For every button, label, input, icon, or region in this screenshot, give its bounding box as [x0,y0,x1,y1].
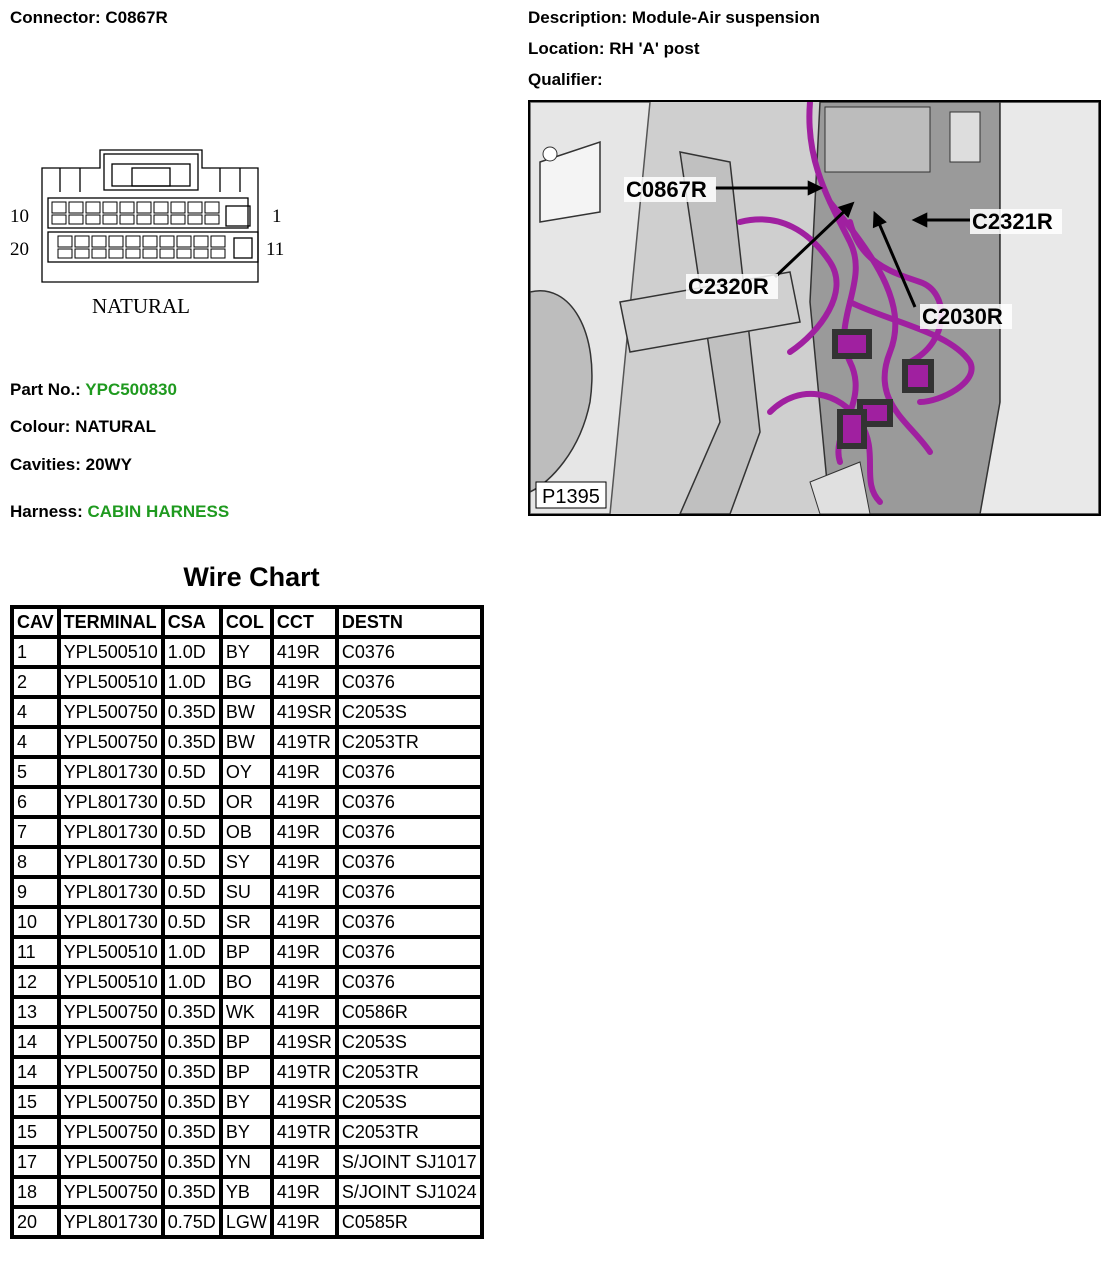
cell-terminal: YPL500750 [59,1087,163,1117]
cell-cct: 419R [272,817,337,847]
connector-pin-icon [194,236,208,247]
connector-pin-icon [103,215,117,224]
cell-csa: 1.0D [163,967,221,997]
connector-pin-icon [154,215,168,224]
description-value: Module-Air suspension [631,8,820,27]
cell-destn: C0376 [337,967,482,997]
table-row [12,997,482,1027]
cell-destn: C0586R [337,997,482,1027]
connector-outline-icon [0,140,300,290]
cell-cct: 419SR [272,1087,337,1117]
cell-csa: 1.0D [163,667,221,697]
cell-cct: 419R [272,1177,337,1207]
cell-cav: 5 [12,757,59,787]
connector-pin-icon [137,202,151,213]
connector-pin-icon [58,236,72,247]
cell-cav: 4 [12,727,59,757]
cell-col: SY [221,847,272,877]
cell-cct: 419SR [272,1027,337,1057]
cavities-label: Cavities: [10,455,81,474]
connector-pin-icon [194,249,208,258]
cell-destn: C2053TR [337,1117,482,1147]
col-header-col: COL [221,607,272,637]
cell-col: SU [221,877,272,907]
connector-pin-icon [143,236,157,247]
cell-cav: 6 [12,787,59,817]
connector-face-drawing [0,140,300,330]
table-row [12,637,482,667]
connector-pin-icon [86,202,100,213]
pin-label-1: 1 [272,206,282,227]
colour-value: NATURAL [75,417,157,436]
cell-destn: C0376 [337,847,482,877]
part-number-link[interactable]: YPC500830 [85,380,177,399]
connector-colour-caption: NATURAL [92,294,190,318]
description-line [528,8,820,28]
cell-cct: 419TR [272,1117,337,1147]
connector-pin-icon [177,249,191,258]
cell-terminal: YPL801730 [59,907,163,937]
cell-destn: C0376 [337,817,482,847]
cell-col: LGW [221,1207,272,1237]
cell-cav: 20 [12,1207,59,1237]
table-row [12,787,482,817]
cell-cct: 419R [272,937,337,967]
callout-label-c2321r: C2321R [972,209,1053,234]
harness-label: Harness: [10,502,83,521]
cell-destn: S/JOINT SJ1024 [337,1177,482,1207]
cell-destn: C0585R [337,1207,482,1237]
connector-label: Connector: [10,8,101,27]
connector-pin-icon [69,215,83,224]
col-header-terminal: TERMINAL [59,607,163,637]
cell-cct: 419R [272,757,337,787]
cell-csa: 0.35D [163,1087,221,1117]
table-row [12,877,482,907]
description-label: Description: [528,8,628,27]
harness-link[interactable]: CABIN HARNESS [87,502,230,521]
location-label: Location: [528,39,605,58]
col-header-cav: CAV [12,607,59,637]
wire-chart-header-row [12,607,482,637]
pin-label-11: 11 [266,239,285,260]
cell-terminal: YPL500750 [59,1147,163,1177]
cell-col: YN [221,1147,272,1177]
cell-cav: 9 [12,877,59,907]
cell-col: BY [221,1087,272,1117]
cell-col: BW [221,697,272,727]
cell-col: BY [221,1117,272,1147]
cell-destn: C0376 [337,877,482,907]
connector-pin-icon [120,202,134,213]
table-row [12,1087,482,1117]
cell-terminal: YPL801730 [59,817,163,847]
cell-csa: 0.35D [163,697,221,727]
connector-pin-icon [120,215,134,224]
cell-csa: 0.35D [163,1177,221,1207]
cell-cct: 419R [272,877,337,907]
cavities-line [10,455,132,475]
cell-col: BG [221,667,272,697]
cell-col: WK [221,997,272,1027]
qualifier-label: Qualifier: [528,70,603,89]
cell-cct: 419R [272,667,337,697]
cell-csa: 0.35D [163,997,221,1027]
col-header-csa: CSA [163,607,221,637]
cell-csa: 0.35D [163,1057,221,1087]
connector-pin-icon [160,236,174,247]
picture-id: P1395 [542,486,600,508]
cell-col: BW [221,727,272,757]
cell-destn: C0376 [337,787,482,817]
connector-pin-icon [92,236,106,247]
cell-terminal: YPL801730 [59,877,163,907]
connector-pin-icon [154,202,168,213]
cell-col: OY [221,757,272,787]
cell-col: YB [221,1177,272,1207]
cell-csa: 1.0D [163,937,221,967]
connector-pin-icon [69,202,83,213]
callout-label-c2030r: C2030R [922,304,1003,329]
cell-csa: 0.35D [163,727,221,757]
table-row [12,697,482,727]
connector-pin-icon [171,202,185,213]
cell-csa: 0.35D [163,1147,221,1177]
cell-destn: C2053TR [337,727,482,757]
cell-col: BP [221,937,272,967]
cell-col: SR [221,907,272,937]
cell-cav: 8 [12,847,59,877]
vehicle-location-image [530,102,1099,514]
cell-destn: C2053S [337,1027,482,1057]
cell-terminal: YPL801730 [59,1207,163,1237]
cell-cct: 419R [272,1147,337,1177]
connector-pin-icon [205,202,219,213]
cell-cav: 7 [12,817,59,847]
col-header-cct: CCT [272,607,337,637]
cell-terminal: YPL500750 [59,1117,163,1147]
cell-csa: 0.5D [163,817,221,847]
cell-csa: 0.5D [163,907,221,937]
connector-pin-icon [103,202,117,213]
cell-cav: 14 [12,1057,59,1087]
table-row [12,1117,482,1147]
cell-cav: 4 [12,697,59,727]
cell-cav: 15 [12,1087,59,1117]
connector-pin-icon [205,215,219,224]
cavities-value: 20WY [85,455,132,474]
connector-pin-icon [188,215,202,224]
cell-csa: 1.0D [163,637,221,667]
cell-destn: C0376 [337,757,482,787]
cell-destn: C0376 [337,907,482,937]
connector-block [905,362,931,390]
connector-pin-icon [211,236,225,247]
connector-pin-icon [58,249,72,258]
cell-cav: 13 [12,997,59,1027]
cell-col: OR [221,787,272,817]
cell-cct: 419R [272,967,337,997]
connector-pin-icon [143,249,157,258]
wire-chart-table [10,605,484,1239]
cell-destn: C2053TR [337,1057,482,1087]
table-row [12,757,482,787]
cell-cct: 419SR [272,697,337,727]
cell-cct: 419R [272,997,337,1027]
connector-value: C0867R [105,8,168,27]
table-row [12,1057,482,1087]
connector-pin-icon [126,236,140,247]
cell-csa: 0.5D [163,757,221,787]
colour-label: Colour: [10,417,71,436]
connector-pin-icon [52,202,66,213]
connector-heading [10,8,168,28]
connector-pin-icon [137,215,151,224]
cell-terminal: YPL500750 [59,997,163,1027]
cell-terminal: YPL500510 [59,637,163,667]
part-number-label: Part No.: [10,380,81,399]
cell-terminal: YPL500750 [59,697,163,727]
cell-terminal: YPL801730 [59,847,163,877]
connector-block [835,332,869,356]
cell-col: BP [221,1057,272,1087]
qualifier-line [528,70,603,90]
connector-pin-icon [211,249,225,258]
table-row [12,967,482,997]
callout-label-c0867r: C0867R [626,177,707,202]
cell-csa: 0.5D [163,787,221,817]
cell-cav: 2 [12,667,59,697]
harness-line [10,502,229,522]
cell-cct: 419R [272,907,337,937]
table-row [12,1207,482,1237]
pin-label-20: 20 [10,239,29,260]
connector-pin-icon [109,236,123,247]
cell-cav: 15 [12,1117,59,1147]
cell-terminal: YPL500750 [59,727,163,757]
cell-destn: C2053S [337,697,482,727]
cell-terminal: YPL500510 [59,667,163,697]
cell-col: BY [221,637,272,667]
cell-cct: 419R [272,1207,337,1237]
cell-csa: 0.35D [163,1117,221,1147]
table-row [12,817,482,847]
connector-pin-icon [75,236,89,247]
cell-destn: C2053S [337,1087,482,1117]
table-row [12,1027,482,1057]
table-row [12,1177,482,1207]
connector-pin-icon [171,215,185,224]
connector-pin-icon [160,249,174,258]
cell-csa: 0.75D [163,1207,221,1237]
cell-csa: 0.5D [163,847,221,877]
table-row [12,937,482,967]
cell-cav: 10 [12,907,59,937]
cell-cav: 12 [12,967,59,997]
cell-cct: 419R [272,847,337,877]
connector-pin-icon [92,249,106,258]
callout-label-c2320r: C2320R [688,274,769,299]
connector-pin-icon [177,236,191,247]
colour-line [10,417,156,437]
cell-csa: 0.35D [163,1027,221,1057]
cell-destn: C0376 [337,637,482,667]
cell-terminal: YPL500510 [59,937,163,967]
location-picture [528,100,1101,516]
cell-cav: 17 [12,1147,59,1177]
cell-destn: C0376 [337,937,482,967]
connector-pin-icon [86,215,100,224]
table-row [12,1147,482,1177]
connector-block [840,412,864,446]
cell-destn: S/JOINT SJ1017 [337,1147,482,1177]
cell-cct: 419TR [272,1057,337,1087]
wire-chart-title: Wire Chart [183,562,320,592]
cell-csa: 0.5D [163,877,221,907]
cell-cct: 419R [272,787,337,817]
cell-cav: 1 [12,637,59,667]
cell-cav: 11 [12,937,59,967]
cell-cav: 14 [12,1027,59,1057]
cell-terminal: YPL801730 [59,787,163,817]
cell-col: BO [221,967,272,997]
table-row [12,727,482,757]
part-number-line [10,380,177,400]
connector-pin-icon [188,202,202,213]
pin-label-10: 10 [10,206,29,227]
cell-col: BP [221,1027,272,1057]
cell-terminal: YPL801730 [59,757,163,787]
cell-terminal: YPL500750 [59,1177,163,1207]
col-header-destn: DESTN [337,607,482,637]
table-row [12,667,482,697]
connector-pin-icon [109,249,123,258]
location-line [528,39,699,59]
location-value: RH 'A' post [609,39,700,58]
cell-destn: C0376 [337,667,482,697]
cell-cct: 419TR [272,727,337,757]
table-row [12,907,482,937]
cell-col: OB [221,817,272,847]
cell-terminal: YPL500750 [59,1057,163,1087]
connector-pin-icon [126,249,140,258]
cell-cav: 18 [12,1177,59,1207]
connector-pin-icon [75,249,89,258]
cell-cct: 419R [272,637,337,667]
table-row [12,847,482,877]
cell-terminal: YPL500510 [59,967,163,997]
connector-pin-icon [52,215,66,224]
cell-terminal: YPL500750 [59,1027,163,1057]
